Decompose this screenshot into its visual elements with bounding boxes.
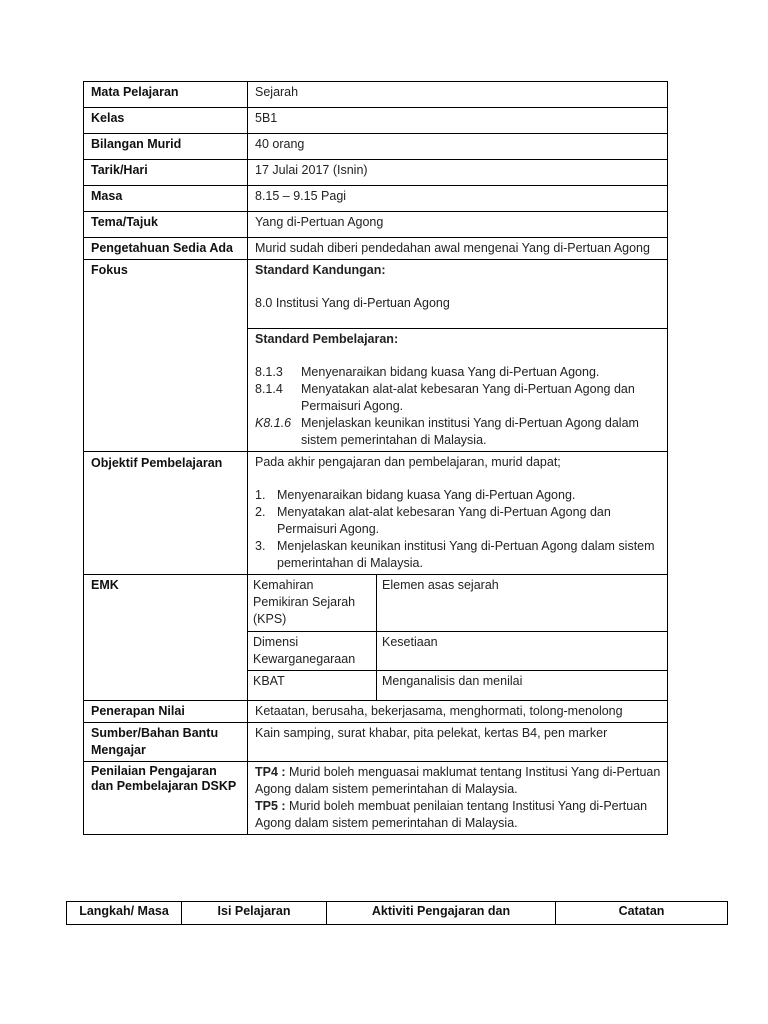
- row-masa: [84, 186, 668, 212]
- sp-item: [255, 381, 661, 415]
- sp-item-number: 8.1.3: [255, 365, 283, 379]
- sp-item-number: K8.1.6: [255, 416, 292, 430]
- emk-value: Elemen asas sejarah: [377, 575, 668, 631]
- row-kelas: [84, 108, 668, 134]
- value-objektif: [248, 452, 668, 575]
- emk-value: Menganalisis dan menilai: [377, 670, 668, 700]
- tp4-text: Murid boleh menguasai maklumat tentang Institusi Yang di-Pertuan Agong dalam sistem pemerintahan di Malaysia.: [255, 765, 661, 796]
- row-bilangan-murid: [84, 134, 668, 160]
- row-tarikh: [84, 160, 668, 186]
- header-aktiviti: Aktiviti Pengajaran dan: [327, 902, 556, 925]
- label-sumber: Sumber/Bahan Bantu Mengajar: [84, 723, 248, 762]
- emk-value: Kesetiaan: [377, 631, 668, 670]
- label-tarikh: Tarik/Hari: [84, 160, 248, 186]
- label-nilai: Penerapan Nilai: [84, 701, 248, 723]
- lesson-plan-table: [83, 81, 668, 835]
- header-isi: Isi Pelajaran: [182, 902, 327, 925]
- value-mata-pelajaran: Sejarah: [248, 82, 668, 108]
- list-item: [255, 504, 661, 538]
- emk-row: [248, 575, 667, 631]
- value-nilai: Ketaatan, berusaha, bekerjasama, menghormati, tolong-menolong: [248, 701, 668, 723]
- label-pengetahuan: Pengetahuan Sedia Ada: [84, 238, 248, 260]
- row-fokus-sk: [84, 260, 668, 329]
- tp5-item: [255, 798, 661, 832]
- sk-gap: [255, 279, 661, 295]
- list-item: [255, 538, 661, 572]
- label-fokus: Fokus: [84, 260, 248, 452]
- sk-heading: Standard Kandungan:: [255, 263, 386, 277]
- value-kelas: 5B1: [248, 108, 668, 134]
- sp-heading: Standard Pembelajaran:: [255, 332, 399, 346]
- sp-item: [255, 415, 661, 449]
- sk-item: 8.0 Institusi Yang di-Pertuan Agong: [255, 296, 450, 310]
- row-objektif: [84, 452, 668, 575]
- objektif-list: [255, 487, 661, 572]
- list-item-number: 2.: [255, 505, 266, 519]
- label-masa: Masa: [84, 186, 248, 212]
- row-tema: [84, 212, 668, 238]
- row-sumber: [84, 723, 668, 762]
- label-tema: Tema/Tajuk: [84, 212, 248, 238]
- header-langkah: Langkah/ Masa: [67, 902, 182, 925]
- list-item-text: Menjelaskan keunikan institusi Yang di-Pertuan Agong dalam sistem pemerintahan di Malaysia.: [277, 539, 655, 570]
- row-emk: [84, 575, 668, 701]
- value-emk: [248, 575, 668, 701]
- steps-header-row: [67, 902, 728, 925]
- objektif-intro: Pada akhir pengajaran dan pembelajaran, murid dapat;: [255, 455, 561, 469]
- tp5-tag: TP5 :: [255, 799, 286, 813]
- row-pengetahuan: [84, 238, 668, 260]
- list-item-text: Menyenaraikan bidang kuasa Yang di-Pertuan Agong.: [277, 488, 576, 502]
- header-catatan: Catatan: [556, 902, 728, 925]
- row-mata-pelajaran: [84, 82, 668, 108]
- emk-row: [248, 631, 667, 670]
- value-penilaian: [248, 762, 668, 835]
- emk-key: Dimensi Kewarganegaraan: [248, 631, 377, 670]
- list-item: [255, 487, 661, 504]
- row-nilai: [84, 701, 668, 723]
- objektif-gap: [255, 471, 661, 487]
- label-objektif: Objektif Pembelajaran: [84, 452, 248, 575]
- value-bilangan-murid: 40 orang: [248, 134, 668, 160]
- sp-gap: [255, 348, 661, 364]
- sp-item-text: Menyenaraikan bidang kuasa Yang di-Pertuan Agong.: [301, 365, 600, 379]
- emk-key: KBAT: [248, 670, 377, 700]
- emk-table: [248, 575, 667, 700]
- list-item-number: 3.: [255, 539, 266, 553]
- value-masa: 8.15 – 9.15 Pagi: [248, 186, 668, 212]
- label-kelas: Kelas: [84, 108, 248, 134]
- label-bilangan-murid: Bilangan Murid: [84, 134, 248, 160]
- tp4-tag: TP4 :: [255, 765, 286, 779]
- tp5-text: Murid boleh membuat penilaian tentang Institusi Yang di-Pertuan Agong dalam sistem pemerintahan di Malaysia.: [255, 799, 648, 830]
- label-emk: EMK: [84, 575, 248, 701]
- value-tarikh: 17 Julai 2017 (Isnin): [248, 160, 668, 186]
- emk-key: Kemahiran Pemikiran Sejarah (KPS): [248, 575, 377, 631]
- tp4-item: [255, 764, 661, 798]
- sp-item: [255, 364, 661, 381]
- sp-item-text: Menjelaskan keunikan institusi Yang di-Pertuan Agong dalam sistem pemerintahan di Malaysia.: [301, 416, 639, 447]
- list-item-text: Menyatakan alat-alat kebesaran Yang di-Pertuan Agong dan Permaisuri Agong.: [277, 505, 611, 536]
- standard-kandungan: [248, 260, 668, 329]
- sp-item-number: 8.1.4: [255, 382, 283, 396]
- sp-item-text: Menyatakan alat-alat kebesaran Yang di-Pertuan Agong dan Permaisuri Agong.: [301, 382, 635, 413]
- value-sumber: Kain samping, surat khabar, pita pelekat, kertas B4, pen marker: [248, 723, 668, 762]
- value-tema: Yang di-Pertuan Agong: [248, 212, 668, 238]
- label-mata-pelajaran: Mata Pelajaran: [84, 82, 248, 108]
- value-pengetahuan: Murid sudah diberi pendedahan awal mengenai Yang di-Pertuan Agong: [248, 238, 668, 260]
- steps-table: [66, 901, 728, 925]
- standard-pembelajaran: [248, 329, 668, 452]
- list-item-number: 1.: [255, 488, 266, 502]
- emk-row: [248, 670, 667, 700]
- label-penilaian: Penilaian Pengajaran dan Pembelajaran DSKP: [84, 762, 248, 835]
- row-penilaian: [84, 762, 668, 835]
